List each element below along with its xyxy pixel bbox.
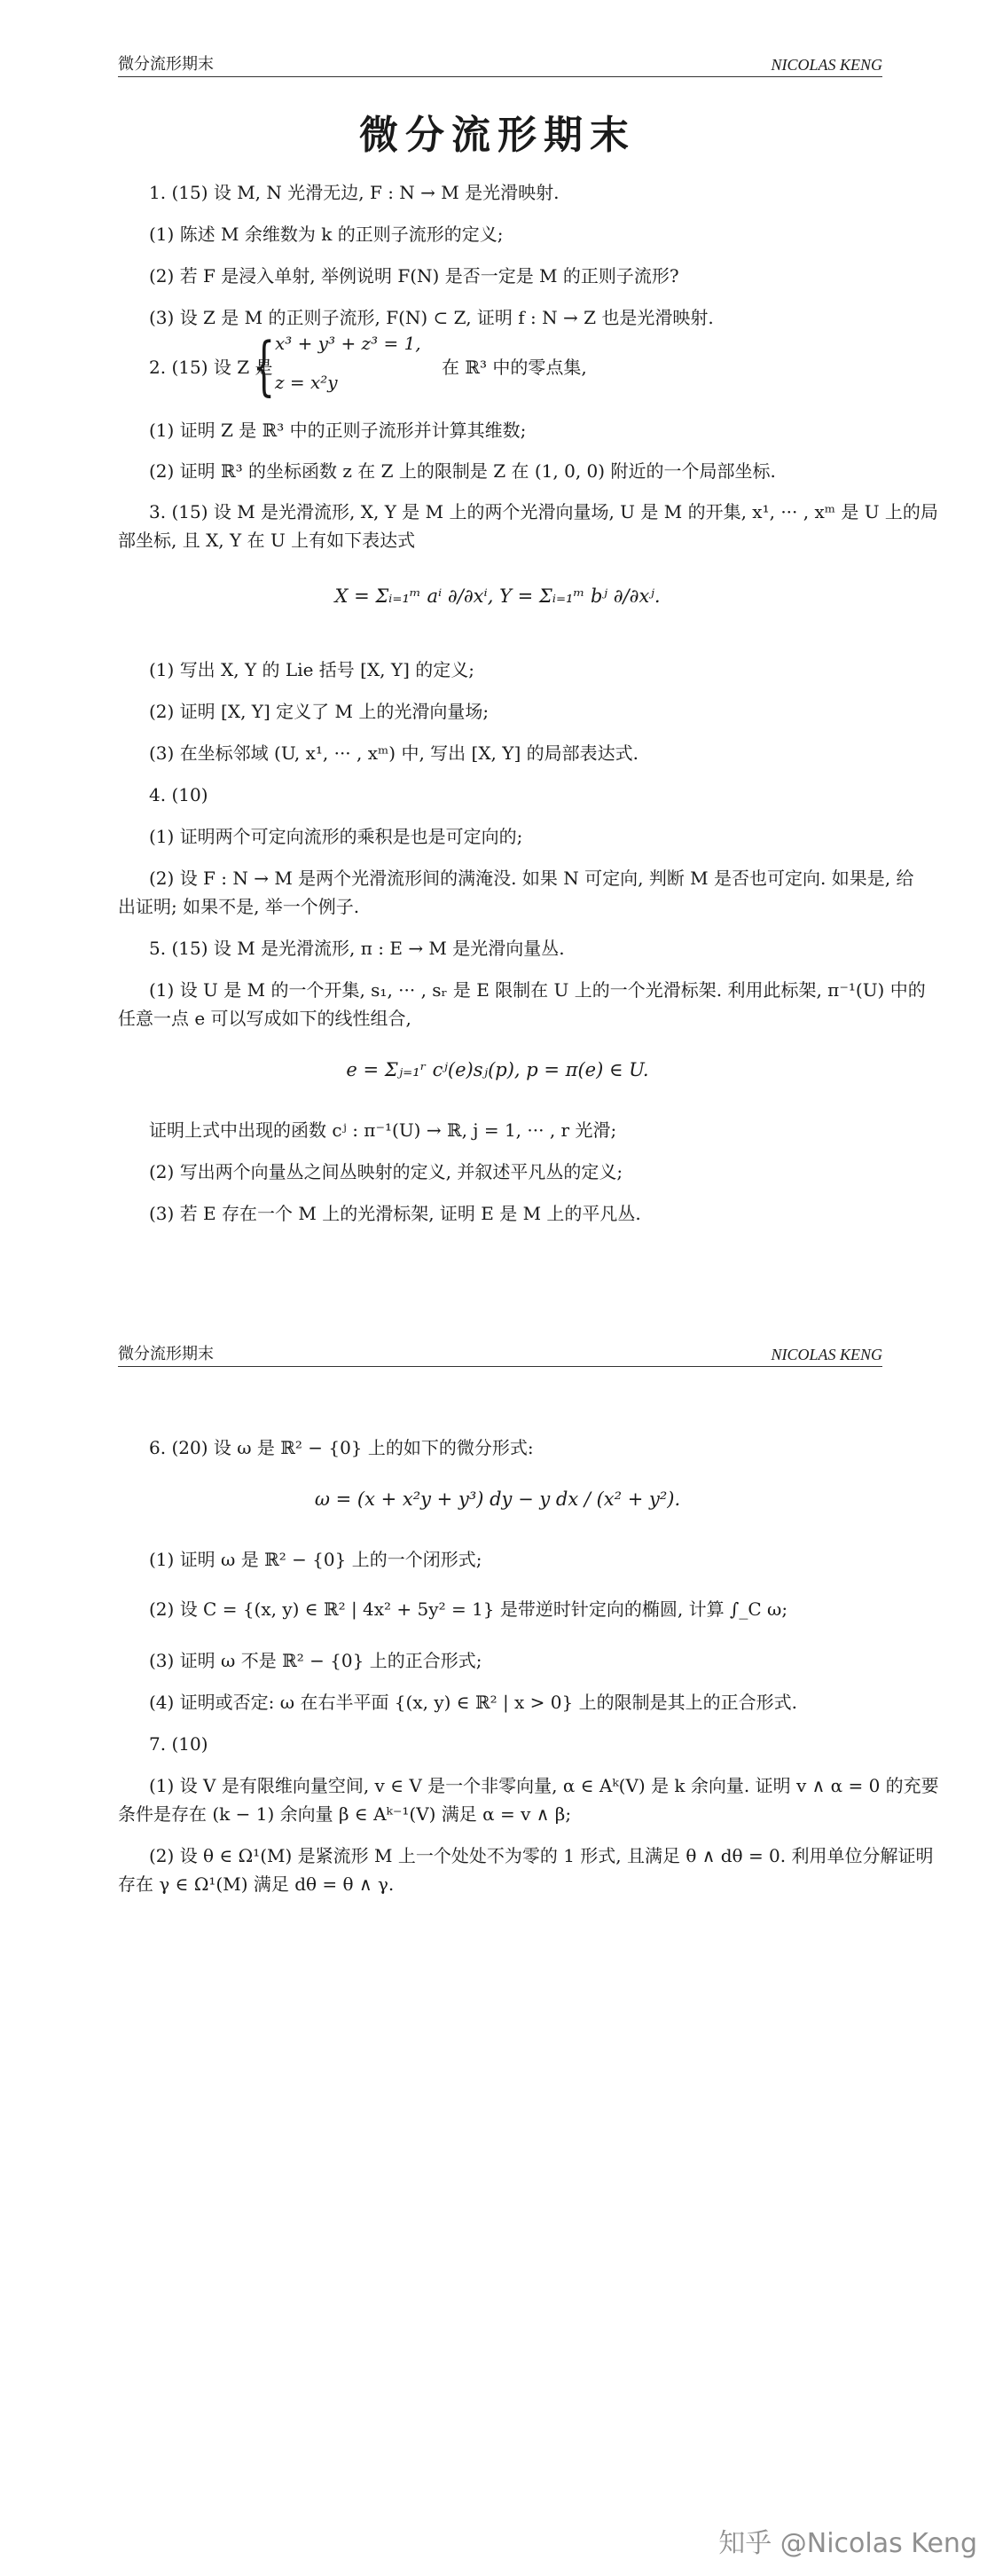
q7-stem: 7. (10) xyxy=(149,1733,208,1755)
exam-page-2 xyxy=(0,1331,995,2576)
q3-display-formula: X = Σᵢ₌₁ᵐ aⁱ ∂/∂xⁱ, Y = Σᵢ₌₁ᵐ bʲ ∂/∂xʲ. xyxy=(334,585,661,607)
q2-label: 2. (15) 设 Z 是 xyxy=(149,357,273,378)
zhihu-watermark: 知乎 @Nicolas Keng xyxy=(718,2528,977,2559)
q4-part2-line2: 出证明; 如果不是, 举一个例子. xyxy=(118,896,360,917)
q1-part3: (3) 设 Z 是 M 的正则子流形, F(N) ⊂ Z, 证明 f : N → Z 也是光滑映射. xyxy=(149,307,714,328)
q4-part1: (1) 证明两个可定向流形的乘积是也是可定向的; xyxy=(149,826,523,847)
header-author: NICOLAS KENG xyxy=(771,1346,882,1363)
q6-part4: (4) 证明或否定: ω 在右半平面 {(x, y) ∈ ℝ² | x > 0} 上的限制是其上的正合形式. xyxy=(149,1692,797,1713)
q6-part2: (2) 设 C = {(x, y) ∈ ℝ² | 4x² + 5y² = 1} 是带逆时针定向的椭圆, 计算 ∫_C ω; xyxy=(149,1598,788,1620)
q3-stem-line2: 部坐标, 且 X, Y 在 U 上有如下表达式 xyxy=(118,530,416,551)
q6-part1: (1) 证明 ω 是 ℝ² − {0} 上的一个闭形式; xyxy=(149,1549,482,1570)
q5-display-formula: e = Σⱼ₌₁ʳ cʲ(e)sⱼ(p), p = π(e) ∈ U. xyxy=(346,1059,649,1080)
q2-part1: (1) 证明 Z 是 ℝ³ 中的正则子流形并计算其维数; xyxy=(149,420,527,441)
header-author: NICOLAS KENG xyxy=(771,56,882,74)
q7-part1-line2: 条件是存在 (k − 1) 余向量 β ∈ Aᵏ⁻¹(V) 满足 α = v ∧ β; xyxy=(118,1803,572,1825)
q2-part2: (2) 证明 ℝ³ 的坐标函数 z 在 Z 上的限制是 Z 在 (1, 0, 0) 附近的一个局部坐标. xyxy=(149,460,776,482)
q4-part2-line1: (2) 设 F : N → M 是两个光滑流形间的满淹没. 如果 N 可定向, 判断 M 是否也可定向. 如果是, 给 xyxy=(149,868,914,889)
q5-part1-line2: 任意一点 e 可以写成如下的线性组合, xyxy=(118,1008,411,1029)
document-title: 微分流形期末 xyxy=(359,113,636,158)
q3-stem-line1: 3. (15) 设 M 是光滑流形, X, Y 是 M 上的两个光滑向量场, U 是 M 的开集, x¹, ··· , xᵐ 是 U 上的局 xyxy=(149,501,938,522)
q1-stem: 1. (15) 设 M, N 光滑无边, F : N → M 是光滑映射. xyxy=(149,182,560,203)
q4-stem: 4. (10) xyxy=(149,784,208,805)
q6-stem: 6. (20) 设 ω 是 ℝ² − {0} 上的如下的微分形式: xyxy=(149,1437,534,1458)
left-brace: { xyxy=(253,328,276,403)
running-header xyxy=(118,1345,882,1367)
running-header xyxy=(118,55,882,77)
q5-stem: 5. (15) 设 M 是光滑流形, π : E → M 是光滑向量丛. xyxy=(149,938,565,959)
header-left-title: 微分流形期末 xyxy=(118,55,214,74)
q6-part3: (3) 证明 ω 不是 ℝ² − {0} 上的正合形式; xyxy=(149,1650,482,1671)
q2-tail: 在 ℝ³ 中的零点集, xyxy=(442,357,587,378)
q7-part2-line2: 存在 γ ∈ Ω¹(M) 满足 dθ = θ ∧ γ. xyxy=(118,1873,395,1895)
q3-part3: (3) 在坐标邻域 (U, x¹, ··· , xᵐ) 中, 写出 [X, Y] 的局部表达式. xyxy=(149,742,639,764)
q1-part1: (1) 陈述 M 余维数为 k 的正则子流形的定义; xyxy=(149,224,504,245)
q2-equation-2: z = x²y xyxy=(275,372,338,393)
q2-system xyxy=(149,328,770,405)
q5-part1-line1: (1) 设 U 是 M 的一个开集, s₁, ··· , sᵣ 是 E 限制在 U 上的一个光滑标架. 利用此标架, π⁻¹(U) 中的 xyxy=(149,979,926,1001)
header-left-title: 微分流形期末 xyxy=(118,1345,214,1363)
q3-part2: (2) 证明 [X, Y] 定义了 M 上的光滑向量场; xyxy=(149,701,490,722)
q3-part1: (1) 写出 X, Y 的 Lie 括号 [X, Y] 的定义; xyxy=(149,659,475,680)
q5-part1-line3: 证明上式中出现的函数 cʲ : π⁻¹(U) → ℝ, j = 1, ··· , r 光滑; xyxy=(149,1119,617,1141)
q5-part3: (3) 若 E 存在一个 M 上的光滑标架, 证明 E 是 M 上的平凡丛. xyxy=(149,1203,641,1224)
q7-part2-line1: (2) 设 θ ∈ Ω¹(M) 是紧流形 M 上一个处处不为零的 1 形式, 且满足 θ ∧ dθ = 0. 利用单位分解证明 xyxy=(149,1845,934,1866)
q1-part2: (2) 若 F 是浸入单射, 举例说明 F(N) 是否一定是 M 的正则子流形? xyxy=(149,265,679,287)
q7-part1-line1: (1) 设 V 是有限维向量空间, v ∈ V 是一个非零向量, α ∈ Aᵏ(V) 是 k 余向量. 证明 v ∧ α = 0 的充要 xyxy=(149,1775,939,1796)
q2-equation-1: x³ + y³ + z³ = 1, xyxy=(275,333,421,354)
q6-display-formula: ω = (x + x²y + y³) dy − y dx / (x² + y²). xyxy=(314,1488,681,1510)
q5-part2: (2) 写出两个向量丛之间丛映射的定义, 并叙述平凡丛的定义; xyxy=(149,1161,623,1182)
